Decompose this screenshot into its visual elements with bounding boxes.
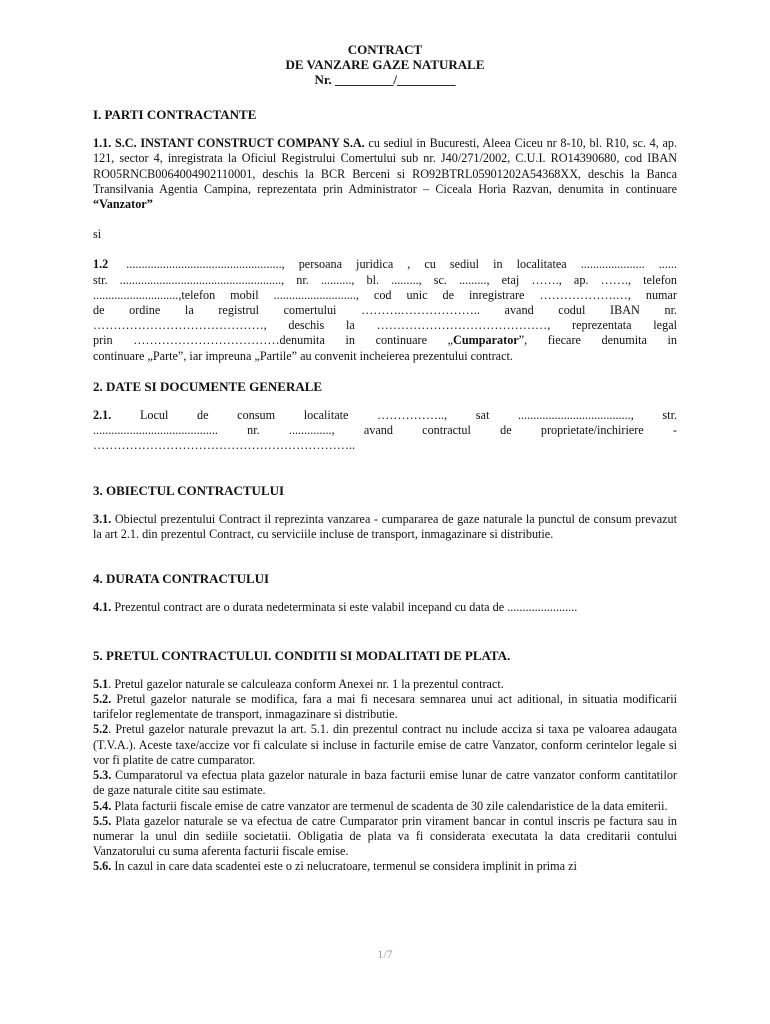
clause-number: 1.1. xyxy=(93,136,112,151)
clause-2-1-line-1 xyxy=(93,408,677,423)
clause-number: 5.4. xyxy=(93,798,112,813)
clause-4-1 xyxy=(93,600,677,615)
clause-number: 5.1 xyxy=(93,676,109,691)
clause-text: Locul de consum localitate …………….., sat ....................................., str. xyxy=(111,408,677,423)
clause-number: 2.1. xyxy=(93,408,112,423)
clause-text: Pretul gazelor naturale se modifica, fara a mai fi necesara semnarea unui act aditional, in situatia modificarii tarifelor reglementate de transport, inmagazinare si distributie. xyxy=(93,692,677,722)
clause-5-1 xyxy=(93,677,677,692)
clause-1-2-line-3: ............................,telefon mobil ..........................., cod unic de inregistrare ……………….…, numar xyxy=(93,287,677,302)
conjunction-si: si xyxy=(93,227,102,242)
clause-number: 3.1. xyxy=(93,511,112,526)
clause-text: cu sediul in Bucuresti, Aleea Ciceu nr 8-10, bl. R10, sc. 4, ap. 121, sector 4, inregistrata la Oficiul Registrului Comertului sub nr. J40/271/2002, C.U.I. RO14390680, cod IBAN RO05RNCB0064004902110001, deschis la BCR Berceni si RO92BTRL05901202A54368XX, deschis la Banca Transilvania Agentia Campina, reprezentata prin Administrator – Ciceala Horia Razvan, denumita in continuare xyxy=(93,136,678,196)
clause-text: Plata gazelor naturale se va efectua de catre Cumparator prin virament bancar in contul inscris pe factura sau in numerar la unul din sediile societatii. Obligatia de plata va fi considerata executata la data creditarii contului Vanzatorului cu suma aferenta facturii fiscale emise. xyxy=(93,813,677,859)
clause-2-1-line-2: ......................................... nr. .............., avand contractul de proprietate/inchiriere - xyxy=(93,423,677,438)
clause-5-6 xyxy=(93,859,677,874)
clause-1-2-line-1 xyxy=(93,257,677,272)
clause-number: 1.2 xyxy=(93,257,109,272)
clause-number: 5.2 xyxy=(93,722,109,737)
seller-name: S.C. INSTANT CONSTRUCT COMPANY S.A. xyxy=(114,136,365,151)
clause-5-2b xyxy=(93,722,677,768)
clause-text: In cazul in care data scadentei este o zi nelucratoare, termenul se considera implinit in prima zi xyxy=(111,859,577,874)
clause-text: Obiectul prezentului Contract il reprezinta vanzarea - cumpararea de gaze naturale la punctul de consum prevazut la art 2.1. din prezentul Contract, cu serviciile incluse de transport, inmagazinare si distributie. xyxy=(93,511,677,542)
clause-1-1 xyxy=(93,136,677,212)
clause-3-1 xyxy=(93,512,677,542)
clause-1-2 xyxy=(93,257,677,363)
clause-number: 5.3. xyxy=(93,768,112,783)
clause-1-2-line-2: str. ....................................................., nr. .........., bl. ........., sc. ........., etaj ……., ap. ……., telefon xyxy=(93,272,677,287)
clause-5-5 xyxy=(93,814,677,860)
clause-number: 4.1. xyxy=(93,600,112,615)
clause-number: 5.6. xyxy=(93,859,112,874)
clause-text: Plata facturii fiscale emise de catre vanzator are termenul de scadenta de 30 zile calendaristice de la data emiterii. xyxy=(111,798,668,813)
title-line-subject: DE VANZARE GAZE NATURALE xyxy=(285,57,485,72)
clause-5-3 xyxy=(93,768,677,798)
clause-text: ”, fiecare denumita in xyxy=(518,333,677,348)
page-number: 1/7 xyxy=(377,947,393,961)
section-5-clauses xyxy=(93,677,677,875)
section-heading-2: 2. DATE SI DOCUMENTE GENERALE xyxy=(93,378,323,394)
clause-text: . Pretul gazelor naturale se calculeaza conform Anexei nr. 1 la prezentul contract. xyxy=(108,676,504,691)
section-heading-1: I. PARTI CONTRACTANTE xyxy=(93,107,257,122)
clause-1-2-line-7: continuare „Parte”, iar impreuna „Partile” au convenit incheierea prezentului contract. xyxy=(93,348,513,363)
clause-1-2-line-6 xyxy=(93,333,677,348)
clause-text: Prezentul contract are o durata nedeterminata si este valabil incepand cu data de ....................... xyxy=(111,600,578,615)
clause-2-1-line-3: ……………………………………………………….. xyxy=(93,438,356,453)
clause-text: prin ………………………………denumita in continuare „ xyxy=(93,333,454,348)
clause-text: . Pretul gazelor naturale prevazut la art. 5.1. din prezentul contract nu include acciza si taxa pe valoarea adaugata (T.V.A.). Aceste taxe/accize vor fi calculate si incluse in facturile emise de catre Vanzator, conform cerintelor legale si vor fi platite de catre cumparator. xyxy=(93,722,677,767)
title-line-number: Nr. _________/_________ xyxy=(314,72,456,87)
clause-5-2a xyxy=(93,692,677,722)
clause-number: 5.5. xyxy=(93,813,112,828)
clause-5-4 xyxy=(93,799,677,814)
section-heading-5: 5. PRETUL CONTRACTULUI. CONDITII SI MODALITATI DE PLATA. xyxy=(93,647,511,663)
section-heading-4: 4. DURATA CONTRACTULUI xyxy=(93,571,270,587)
clause-1-2-line-5: ……………………………………, deschis la ……………………………………, reprezentata legal xyxy=(93,318,677,333)
clause-1-2-line-4: de ordine la registrul comertului ……….……………….. avand codul IBAN nr. xyxy=(93,303,677,318)
clause-number: 5.2. xyxy=(93,692,112,707)
seller-role: “Vanzator” xyxy=(93,197,153,212)
clause-text: ..................................................., persoana juridica , cu sediul in localitatea ..................... ...... xyxy=(126,257,677,272)
clause-2-1 xyxy=(93,408,677,454)
document-title xyxy=(93,42,677,87)
clause-text: Cumparatorul va efectua plata gazelor naturale in baza facturii emise lunar de catre vanzator conform cantitatilor de gaze naturale citite sau estimate. xyxy=(93,768,677,798)
title-line-contract: CONTRACT xyxy=(347,42,423,57)
buyer-role: Cumparator xyxy=(453,333,519,348)
document-body xyxy=(93,42,677,875)
section-heading-3: 3. OBIECTUL CONTRACTULUI xyxy=(93,482,285,498)
